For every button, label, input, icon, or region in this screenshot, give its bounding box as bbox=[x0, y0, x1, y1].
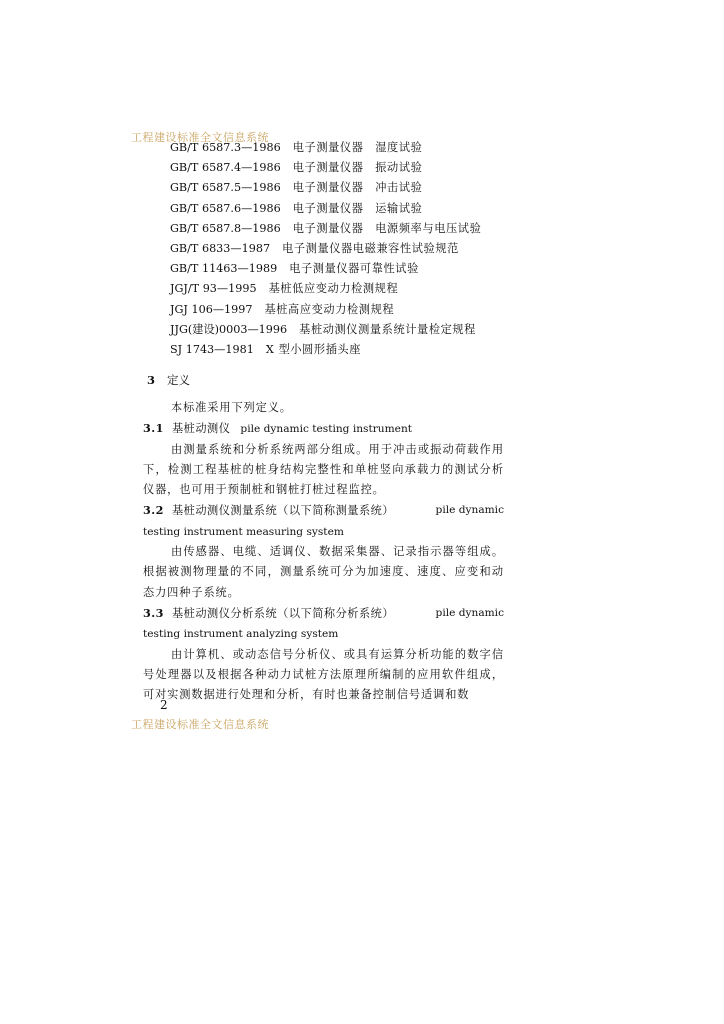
reference-item bbox=[170, 279, 530, 299]
reference-code: JGJ/T 93—1995 bbox=[170, 282, 257, 296]
term-chinese-group bbox=[143, 603, 394, 624]
reference-item bbox=[170, 320, 530, 340]
reference-title: 电子测量仪器 运输试验 bbox=[292, 201, 423, 215]
reference-title: 电子测量仪器 冲击试验 bbox=[292, 181, 423, 195]
reference-item bbox=[170, 239, 530, 259]
reference-code: GB/T 6587.6—1986 bbox=[170, 201, 281, 215]
reference-title: X 型小圆形插头座 bbox=[265, 342, 362, 356]
reference-title: 基桩动测仪测量系统计量检定规程 bbox=[299, 322, 476, 336]
term-english-line2: testing instrument measuring system bbox=[143, 525, 344, 538]
intro-paragraph: 本标准采用下列定义。 bbox=[171, 401, 292, 414]
term-english-line1: pile dynamic bbox=[435, 606, 504, 619]
term-number: 3.3 bbox=[143, 605, 164, 620]
reference-title: 电子测量仪器 电源频率与电压试验 bbox=[292, 221, 482, 235]
reference-item bbox=[170, 340, 530, 360]
watermark-top: 工程建设标准全文信息系统 bbox=[131, 131, 269, 144]
term-3-3-heading bbox=[143, 603, 504, 624]
reference-code: JJG(建设)0003—1996 bbox=[170, 322, 288, 336]
term-3-3-definition: 由计算机、或动态信号分析仪、或具有运算分析功能的数字信号处理器以及根据各种动力试桩方法原理所编制的应用软件组成，可对实测数据进行处理和分析，有时也兼备控制信号适调和数 bbox=[143, 647, 504, 702]
reference-title: 电子测量仪器电磁兼容性试验规范 bbox=[282, 241, 459, 255]
watermark-bottom: 工程建设标准全文信息系统 bbox=[131, 718, 269, 731]
section-number: 3 bbox=[147, 373, 156, 387]
reference-item bbox=[170, 300, 530, 320]
reference-item bbox=[170, 219, 530, 239]
reference-title: 基桩高应变动力检测规程 bbox=[264, 302, 395, 316]
reference-title: 电子测量仪器可靠性试验 bbox=[289, 262, 419, 276]
term-3-1-definition: 由测量系统和分析系统两部分组成。用于冲击或振动荷载作用下，检测工程基桩的桩身结构完整性和单桩竖向承载力的测试分析仪器，也可用于预制桩和钢桩打桩过程监控。 bbox=[143, 442, 504, 497]
reference-item bbox=[170, 259, 530, 279]
reference-title: 电子测量仪器 振动试验 bbox=[292, 161, 423, 175]
term-3-2-heading bbox=[143, 500, 504, 521]
reference-item bbox=[170, 199, 530, 219]
reference-code: GB/T 6587.3—1986 bbox=[170, 141, 281, 154]
term-chinese: 基桩动测仪测量系统（以下简称测量系统） bbox=[171, 504, 395, 518]
reference-item bbox=[170, 178, 530, 198]
term-english-line1: pile dynamic bbox=[435, 504, 504, 517]
reference-title: 电子测量仪器 湿度试验 bbox=[292, 141, 423, 154]
term-number: 3.2 bbox=[143, 503, 164, 518]
reference-title: 基桩低应变动力检测规程 bbox=[268, 282, 399, 296]
page-number: 2 bbox=[160, 698, 168, 712]
term-english: pile dynamic testing instrument bbox=[240, 423, 413, 436]
reference-code: JGJ 106—1997 bbox=[170, 302, 253, 316]
reference-item bbox=[170, 158, 530, 178]
reference-code: GB/T 6833—1987 bbox=[170, 241, 271, 255]
section-heading bbox=[147, 371, 190, 389]
reference-item bbox=[170, 138, 530, 158]
reference-code: GB/T 11463—1989 bbox=[170, 262, 278, 276]
term-3-1-heading bbox=[143, 418, 504, 439]
definitions-body bbox=[143, 398, 504, 705]
section-title: 定义 bbox=[167, 373, 191, 387]
normative-references-list bbox=[170, 138, 530, 360]
reference-code: SJ 1743—1981 bbox=[170, 342, 254, 356]
term-3-2-definition: 由传感器、电缆、适调仪、数据采集器、记录指示器等组成。根据被测物理量的不同，测量系统可分为加速度、速度、应变和动态力四种子系统。 bbox=[143, 545, 504, 599]
reference-code: GB/T 6587.5—1986 bbox=[170, 181, 281, 195]
term-number: 3.1 bbox=[143, 421, 164, 436]
term-chinese-group bbox=[143, 500, 394, 521]
term-english-line2: testing instrument analyzing system bbox=[143, 628, 339, 641]
reference-code: GB/T 6587.8—1986 bbox=[170, 221, 281, 235]
term-chinese: 基桩动测仪分析系统（以下简称分析系统） bbox=[171, 606, 395, 620]
reference-code: GB/T 6587.4—1986 bbox=[170, 161, 281, 175]
term-chinese: 基桩动测仪 bbox=[171, 422, 231, 436]
